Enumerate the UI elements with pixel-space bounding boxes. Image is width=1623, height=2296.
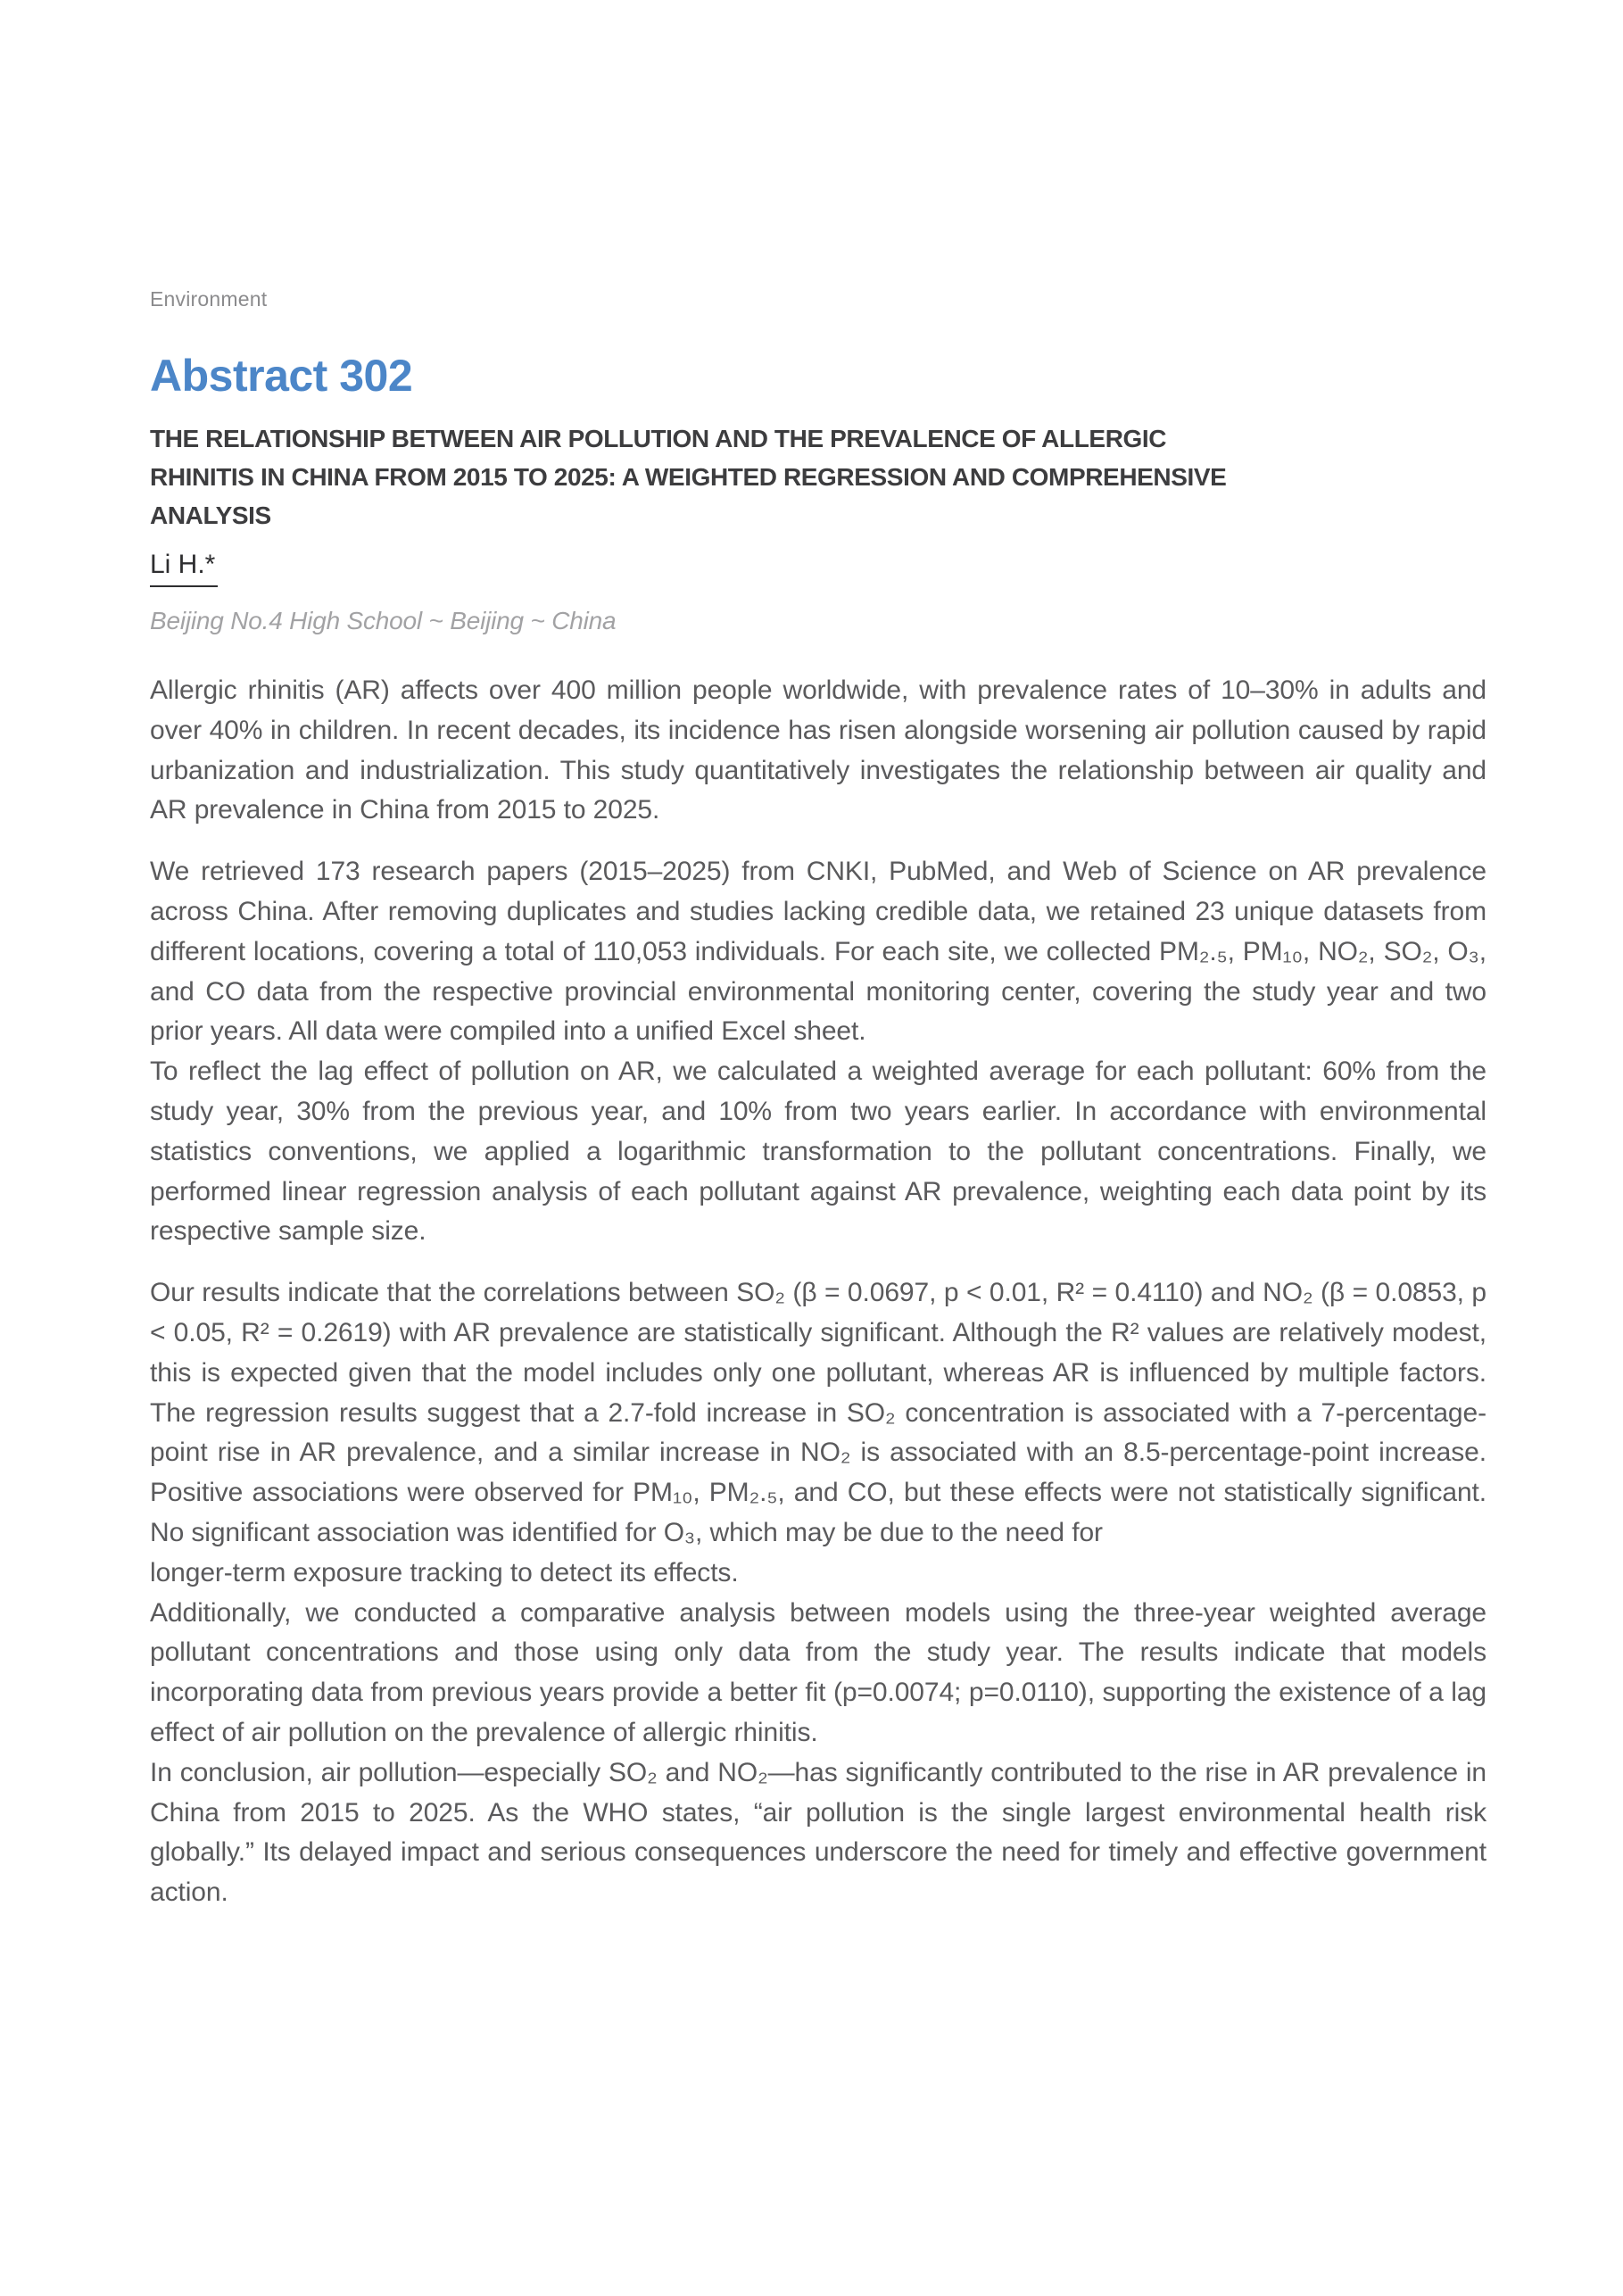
author-link[interactable]: Li H.* (150, 547, 218, 587)
affiliation-text: Beijing No.4 High School ~ Beijing ~ China (150, 607, 617, 634)
paragraph-conclusion: In conclusion, air pollution—especially SO₂ and NO₂—has significantly contributed to the rise in AR prevalence in China from 2015 to 2025. As the WHO states, “air pollution is the single largest environmental health risk globally.” Its delayed impact and serious consequences underscore the need for timely and effective government action. (150, 1757, 1486, 1908)
abstract-content (150, 287, 1486, 1913)
results-conclusion-block (150, 1273, 1486, 1913)
methods-block (150, 852, 1486, 1252)
paragraph-comparative-analysis: Additionally, we conducted a comparative analysis between models using the three-year weighted average pollutant concentrations and those using only data from the study year. The results indicate that models incorporating data from previous years provide a better fit (p=0.0074; p=0.0110), supporting the existence of a lag effect of air pollution on the prevalence of allergic rhinitis. (150, 1597, 1486, 1747)
paragraph-methods-data: We retrieved 173 research papers (2015–2025) from CNKI, PubMed, and Web of Science on AR prevalence across China. After removing duplicates and studies lacking credible data, we retained 23 unique datasets from different locations, covering a total of 110,053 individuals. For each site, we collected PM₂.₅, PM₁₀, NO₂, SO₂, O₃, and CO data from the respective provincial environmental monitoring center, covering the study year and two prior years. All data were compiled into a unified Excel sheet. (150, 857, 1486, 1047)
paragraph-results-main: Our results indicate that the correlations between SO₂ (β = 0.0697, p < 0.01, R² = 0.4110) and NO₂ (β = 0.0853, p < 0.05, R² = 0.2619) with AR prevalence are statistically significant. Although the R² values are relatively modest, this is expected given that the model includes only one pollutant, whereas AR is influenced by multiple factors. The regression results suggest that a 2.7-fold increase in SO₂ concentration is associated with a 7-percentage-point rise in AR prevalence, and a similar increase in NO₂ is associated with an 8.5-percentage-point increase. Positive associations were observed for PM₁₀, PM₂.₅, and CO, but these effects were not statistically significant. No significant association was identified for O₃, which may be due to the need for (150, 1278, 1486, 1547)
abstract-number-heading: Abstract 302 (150, 351, 413, 401)
paragraph-background: Allergic rhinitis (AR) affects over 400 million people worldwide, with prevalence rates of 10–30% in adults and over 40% in children. In recent decades, its incidence has risen alongside worsening air pollution caused by rapid urbanization and industrialization. This study quantitatively investigates the relationship between air quality and AR prevalence in China from 2015 to 2025. (150, 676, 1486, 825)
abstract-body (150, 671, 1486, 1913)
category-label: Environment (150, 287, 268, 311)
paragraph-methods-analysis: To reflect the lag effect of pollution on AR, we calculated a weighted average for each pollutant: 60% from the study year, 30% from the previous year, and 10% from two years earlier. In accordance with environmental statistics conventions, we applied a logarithmic transformation to the pollutant concentrations. Finally, we performed linear regression analysis of each pollutant against AR prevalence, weighting each data point by its respective sample size. (150, 1057, 1486, 1247)
abstract-title: THE RELATIONSHIP BETWEEN AIR POLLUTION AND THE PREVALENCE OF ALLERGIC RHINITIS IN CHINA FROM 2015 TO 2025: A WEIGHTED REGRESSION AND COMPREHENSIVE ANALYSIS (150, 425, 1227, 529)
background-block (150, 671, 1486, 831)
paragraph-results-note: longer-term exposure tracking to detect its effects. (150, 1557, 739, 1587)
author-row (150, 547, 1486, 587)
